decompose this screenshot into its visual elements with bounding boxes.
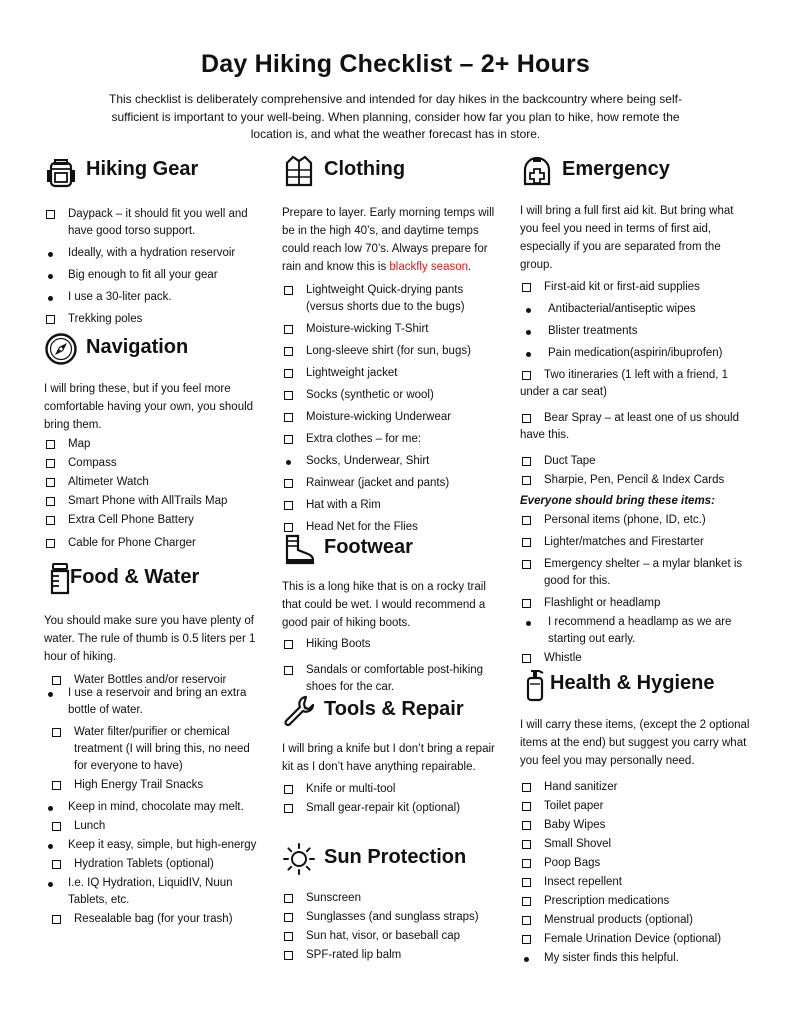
checkbox[interactable] <box>46 497 55 506</box>
list-item[interactable]: Knife or multi-tool <box>282 781 504 798</box>
list-item[interactable]: Flashlight or headlamp <box>520 595 752 612</box>
list-item[interactable]: Cable for Phone Charger <box>44 535 266 552</box>
list-item[interactable]: Rainwear (jacket and pants) <box>282 475 504 492</box>
checkbox[interactable] <box>46 516 55 525</box>
bullet <box>526 352 531 357</box>
list-item[interactable]: Sharpie, Pen, Pencil & Index Cards <box>520 472 752 489</box>
list-item[interactable]: Lighter/matches and Firestarter <box>520 534 752 551</box>
checkbox[interactable] <box>284 391 293 400</box>
list-item[interactable]: Baby Wipes <box>520 817 752 834</box>
list-item[interactable]: Water filter/purifier or chemical treatment (I will bring this, no need for everyone to have) <box>44 724 266 775</box>
list-item: I.e. IQ Hydration, LiquidIV, Nuun Tablets, etc. <box>44 875 266 909</box>
checkbox[interactable] <box>522 560 531 569</box>
checkbox[interactable] <box>284 913 293 922</box>
bullet <box>48 274 53 279</box>
list-item[interactable]: Hiking Boots <box>282 636 504 653</box>
checkbox[interactable] <box>284 347 293 356</box>
list-item[interactable]: Insect repellent <box>520 874 752 891</box>
list-item[interactable]: Moisture-wicking Underwear <box>282 409 504 426</box>
list-item: Pain medication(aspirin/ibuprofen) <box>520 345 752 362</box>
navigation-intro: I will bring these, but if you feel more comfortable having your own, you should bring them. <box>44 383 254 431</box>
compass-icon <box>44 332 78 366</box>
list-item: Keep it easy, simple, but high-energy <box>44 837 266 854</box>
list-item[interactable]: Water Bottles and/or reservoir <box>44 672 266 689</box>
clothing-intro: Prepare to layer. Early morning temps will be in the high 40’s, and daytime temps could reach low 70’s. Always prepare for rain and know this is blackfly season. <box>282 207 495 273</box>
checkbox[interactable] <box>284 325 293 334</box>
checkbox[interactable] <box>284 286 293 295</box>
bullet <box>48 252 53 257</box>
checkbox[interactable] <box>46 478 55 487</box>
list-item: Big enough to fit all your gear <box>44 267 266 284</box>
list-item[interactable]: Two itineraries (1 left with a friend, 1 under a car seat) <box>520 369 729 398</box>
bullet <box>48 296 53 301</box>
blackfly-season-highlight: blackfly season <box>389 261 469 273</box>
list-item: I use a reservoir and bring an extra bottle of water. <box>44 685 266 719</box>
list-item[interactable]: Prescription medications <box>520 893 752 910</box>
list-item[interactable]: Whistle <box>520 650 752 667</box>
checkbox[interactable] <box>522 414 531 423</box>
list-item: My sister finds this helpful. <box>520 950 752 967</box>
list-item[interactable]: Long-sleeve shirt (for sun, bugs) <box>282 343 504 360</box>
checkbox[interactable] <box>284 894 293 903</box>
hiking-gear-heading: Hiking Gear <box>86 158 199 180</box>
page-intro: This checklist is deliberately comprehensive and intended for day hikes in the backcountry where being self-sufficient is important to your well-being. When planning, consider how far you plan to hike, how remote the location is, and what the weather forecast has in store. <box>109 92 682 141</box>
bullet <box>48 882 53 887</box>
checkbox[interactable] <box>46 539 55 548</box>
health-intro: I will carry these items, (except the 2 optional items at the end) but suggest you carry what you feel you may personally need. <box>520 719 750 767</box>
checkbox[interactable] <box>46 210 55 219</box>
checkbox[interactable] <box>522 916 531 925</box>
section-emergency <box>520 152 752 667</box>
bullet <box>48 844 53 849</box>
list-item[interactable]: Lunch <box>44 818 266 835</box>
list-item[interactable]: Toilet paper <box>520 798 752 815</box>
checkbox[interactable] <box>52 676 61 685</box>
food-water-intro: You should make sure you have plenty of water. The rule of thumb is 0.5 liters per 1 hour of hiking. <box>44 615 256 663</box>
list-item[interactable]: Moisture-wicking T-Shirt <box>282 321 504 338</box>
checkbox[interactable] <box>52 781 61 790</box>
section-tools-repair <box>282 692 504 817</box>
checkbox[interactable] <box>522 783 531 792</box>
footwear-heading: Footwear <box>324 536 413 558</box>
section-footwear <box>282 530 504 696</box>
list-item[interactable]: Trekking poles <box>44 311 266 328</box>
list-item[interactable]: First-aid kit or first-aid supplies <box>520 279 752 296</box>
checkbox[interactable] <box>522 654 531 663</box>
checkbox[interactable] <box>52 860 61 869</box>
checkbox[interactable] <box>284 435 293 444</box>
boot-icon <box>282 532 316 566</box>
list-item[interactable]: Hydration Tablets (optional) <box>44 856 266 873</box>
list-item[interactable]: Duct Tape <box>520 453 752 470</box>
list-item[interactable]: SPF-rated lip balm <box>282 947 504 964</box>
list-item[interactable]: Female Urination Device (optional) <box>520 931 752 948</box>
checkbox[interactable] <box>52 822 61 831</box>
checkbox[interactable] <box>284 640 293 649</box>
list-item[interactable]: Socks (synthetic or wool) <box>282 387 504 404</box>
navigation-heading: Navigation <box>86 336 189 358</box>
section-navigation <box>44 330 266 552</box>
list-item[interactable]: Extra Cell Phone Battery <box>44 512 266 529</box>
list-item[interactable]: Lightweight Quick-drying pants (versus shorts due to the bugs) <box>282 282 504 316</box>
checkbox[interactable] <box>522 538 531 547</box>
list-item[interactable]: Altimeter Watch <box>44 474 266 491</box>
checkbox[interactable] <box>522 599 531 608</box>
list-item[interactable]: Compass <box>44 455 266 472</box>
bullet <box>526 621 531 626</box>
list-item[interactable]: Hat with a Rim <box>282 497 504 514</box>
checkbox[interactable] <box>522 897 531 906</box>
list-item[interactable]: Menstrual products (optional) <box>520 912 752 929</box>
list-item: Keep in mind, chocolate may melt. <box>44 799 266 816</box>
list-item[interactable]: Daypack – it should fit you well and have good torso support. <box>44 206 266 240</box>
everyone-should-bring-label: Everyone should bring these items: <box>520 495 715 507</box>
list-item: Antibacterial/antiseptic wipes <box>520 301 752 318</box>
section-hiking-gear <box>44 152 266 328</box>
list-item[interactable]: Personal items (phone, ID, etc.) <box>520 512 752 529</box>
checkbox[interactable] <box>284 479 293 488</box>
checkbox[interactable] <box>522 283 531 292</box>
list-item[interactable]: Head Net for the Flies <box>282 519 504 536</box>
checkbox[interactable] <box>284 932 293 941</box>
clothing-heading: Clothing <box>324 158 406 180</box>
checkbox[interactable] <box>522 516 531 525</box>
sun-icon <box>282 842 316 876</box>
list-item: I use a 30-liter pack. <box>44 289 266 306</box>
list-item: Ideally, with a hydration reservoir <box>44 245 266 262</box>
list-item[interactable]: Sunglasses (and sunglass straps) <box>282 909 504 926</box>
list-item[interactable]: Extra clothes – for me: <box>282 431 504 448</box>
checkbox[interactable] <box>522 457 531 466</box>
emergency-heading: Emergency <box>562 158 670 180</box>
list-item[interactable]: High Energy Trail Snacks <box>44 777 266 794</box>
checkbox[interactable] <box>284 369 293 378</box>
checkbox[interactable] <box>522 802 531 811</box>
section-health-hygiene <box>520 666 752 967</box>
checkbox[interactable] <box>284 804 293 813</box>
checkbox[interactable] <box>284 951 293 960</box>
bullet <box>48 806 53 811</box>
checkbox[interactable] <box>522 878 531 887</box>
emergency-intro: I will bring a full first aid kit. But bring what you feel you need in terms of first aid, especially if you are separated from the group. <box>520 205 734 271</box>
health-hygiene-heading: Health & Hygiene <box>550 672 715 694</box>
checkbox[interactable] <box>52 915 61 924</box>
checkbox[interactable] <box>522 821 531 830</box>
checkbox[interactable] <box>284 785 293 794</box>
list-item: Blister treatments <box>520 323 752 340</box>
checkbox[interactable] <box>522 859 531 868</box>
tools-intro: I will bring a knife but I don’t bring a repair kit as I don’t have anything repairable. <box>282 743 495 773</box>
checkbox[interactable] <box>522 935 531 944</box>
list-item[interactable]: Hand sanitizer <box>520 779 752 796</box>
list-item[interactable]: Sandals or comfortable post-hiking shoes for the car. <box>282 662 504 696</box>
page-title: Day Hiking Checklist – 2+ Hours <box>201 50 590 78</box>
footwear-intro: This is a long hike that is on a rocky trail that could be wet. I would recommend a good pair of hiking boots. <box>282 581 486 629</box>
checkbox[interactable] <box>522 840 531 849</box>
list-item[interactable]: Small gear-repair kit (optional) <box>282 800 504 817</box>
wrench-icon <box>282 694 316 728</box>
list-item[interactable]: Emergency shelter – a mylar blanket is good for this. <box>520 556 752 590</box>
section-food-water <box>44 560 266 928</box>
checkbox[interactable] <box>522 371 531 380</box>
bullet <box>524 957 529 962</box>
checkbox[interactable] <box>46 440 55 449</box>
checkbox[interactable] <box>284 501 293 510</box>
checkbox[interactable] <box>284 666 293 675</box>
list-item[interactable]: Sunscreen <box>282 890 504 907</box>
first-aid-kit-icon <box>520 154 554 188</box>
soap-bottle-icon <box>520 668 554 702</box>
list-item[interactable]: Bear Spray – at least one of us should have this. <box>520 412 739 441</box>
bullet <box>526 330 531 335</box>
list-item[interactable]: Sun hat, visor, or baseball cap <box>282 928 504 945</box>
section-sun-protection <box>282 840 504 964</box>
list-item[interactable]: Poop Bags <box>520 855 752 872</box>
bullet <box>286 460 291 465</box>
list-item: I recommend a headlamp as we are starting out early. <box>520 614 752 648</box>
backpack-icon <box>44 154 78 188</box>
tools-repair-heading: Tools & Repair <box>324 698 464 720</box>
checkbox[interactable] <box>46 315 55 324</box>
jacket-icon <box>282 154 316 188</box>
list-item: Socks, Underwear, Shirt <box>282 453 504 470</box>
list-item[interactable]: Lightweight jacket <box>282 365 504 382</box>
list-item[interactable]: Small Shovel <box>520 836 752 853</box>
checkbox[interactable] <box>46 459 55 468</box>
food-water-heading: Food & Water <box>70 566 200 588</box>
checkbox[interactable] <box>52 728 61 737</box>
bullet <box>526 308 531 313</box>
checkbox[interactable] <box>522 476 531 485</box>
bullet <box>48 692 53 697</box>
checkbox[interactable] <box>284 413 293 422</box>
list-item[interactable]: Smart Phone with AllTrails Map <box>44 493 266 510</box>
list-item[interactable]: Map <box>44 436 266 453</box>
list-item[interactable]: Resealable bag (for your trash) <box>44 911 266 928</box>
section-clothing <box>282 152 504 536</box>
sun-protection-heading: Sun Protection <box>324 846 467 868</box>
